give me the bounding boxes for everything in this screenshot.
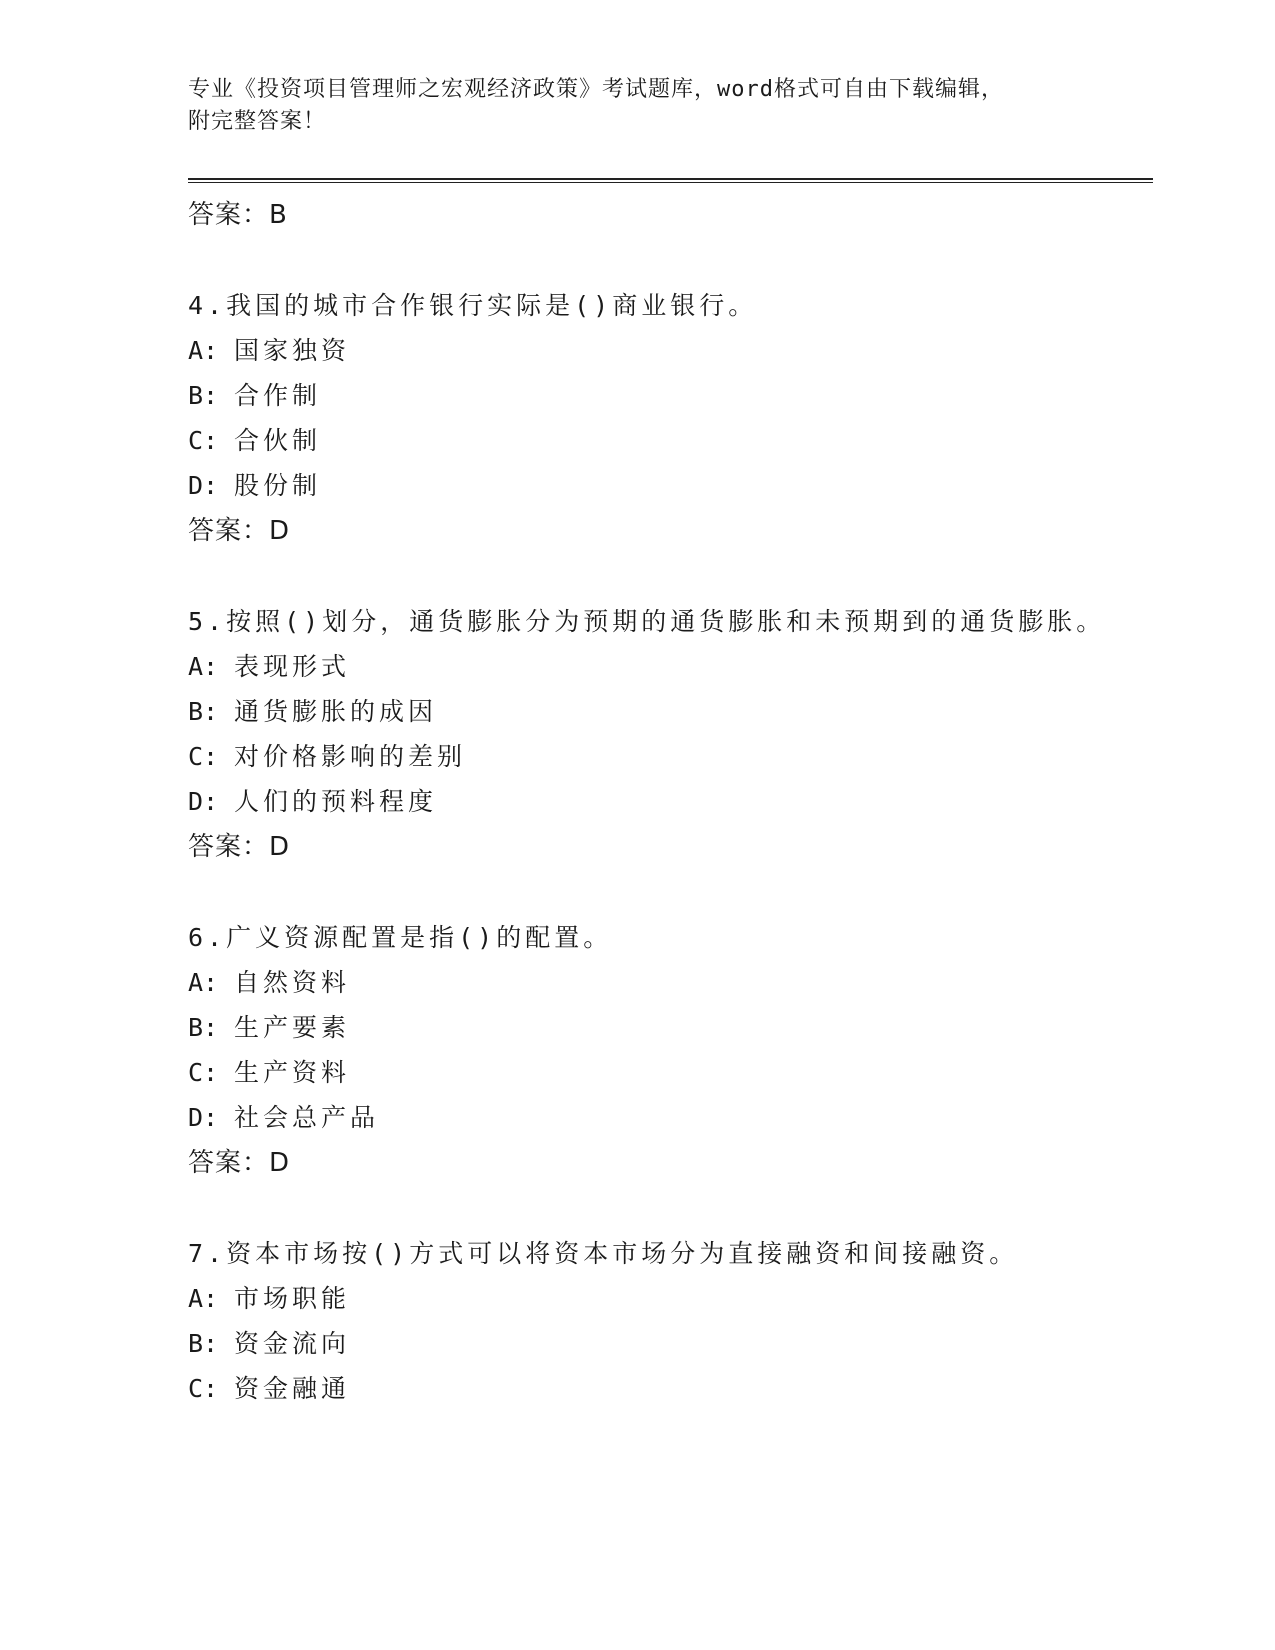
option-letter: C:: [188, 1058, 219, 1087]
page-header: [188, 74, 1088, 138]
option-letter: C:: [188, 1374, 219, 1403]
option-letter: A:: [188, 1284, 219, 1313]
answer-line: 答案：D: [188, 516, 291, 546]
option-a: [188, 644, 1153, 689]
option-text: 通货膨胀的成因: [234, 697, 438, 726]
option-text: 资金融通: [234, 1374, 351, 1403]
option-text: 生产要素: [234, 1013, 351, 1042]
option-text: 人们的预料程度: [234, 787, 438, 816]
spacer: [188, 870, 1153, 915]
option-d: [188, 463, 1153, 508]
option-text: 社会总产品: [234, 1103, 380, 1132]
option-c: [188, 418, 1153, 463]
option-letter: B:: [188, 381, 219, 410]
option-text: 生产资料: [234, 1058, 351, 1087]
option-text: 对价格影响的差别: [234, 742, 467, 771]
question-text: 4.我国的城市合作银行实际是()商业银行。: [188, 291, 758, 320]
option-d: [188, 1095, 1153, 1140]
option-c: [188, 1050, 1153, 1095]
option-letter: D:: [188, 471, 219, 500]
option-b: [188, 1005, 1153, 1050]
option-a: [188, 328, 1153, 373]
option-letter: B:: [188, 1013, 219, 1042]
option-text: 合作制: [234, 381, 322, 410]
option-letter: B:: [188, 697, 219, 726]
question-text: 5.按照()划分，通货膨胀分为预期的通货膨胀和未预期到的通货膨胀。: [188, 607, 1106, 636]
option-b: [188, 373, 1153, 418]
spacer: [188, 238, 1153, 283]
answer-line: 答案：D: [188, 1148, 291, 1178]
spacer: [188, 554, 1153, 599]
option-letter: A:: [188, 968, 219, 997]
option-c: [188, 1366, 1153, 1411]
option-text: 股份制: [234, 471, 322, 500]
option-letter: C:: [188, 742, 219, 771]
option-letter: C:: [188, 426, 219, 455]
option-a: [188, 960, 1153, 1005]
option-c: [188, 734, 1153, 779]
option-text: 表现形式: [234, 652, 351, 681]
option-b: [188, 1321, 1153, 1366]
answer-line: 答案：B: [188, 200, 288, 230]
option-text: 合伙制: [234, 426, 322, 455]
option-text: 资金流向: [234, 1329, 351, 1358]
option-letter: B:: [188, 1329, 219, 1358]
spacer: [188, 1186, 1153, 1231]
option-text: 市场职能: [234, 1284, 351, 1313]
question-text: 6.广义资源配置是指()的配置。: [188, 923, 613, 952]
header-line-1: 专业《投资项目管理师之宏观经济政策》考试题库，word格式可自由下载编辑，: [188, 77, 1004, 102]
option-a: [188, 1276, 1153, 1321]
option-letter: D:: [188, 787, 219, 816]
option-text: 国家独资: [234, 336, 351, 365]
header-line-2: 附完整答案！: [188, 109, 327, 134]
header-divider: [188, 178, 1153, 183]
option-letter: D:: [188, 1103, 219, 1132]
question-text: 7.资本市场按()方式可以将资本市场分为直接融资和间接融资。: [188, 1239, 1019, 1268]
option-b: [188, 689, 1153, 734]
answer-line: 答案：D: [188, 832, 291, 862]
option-d: [188, 779, 1153, 824]
question-list: [188, 192, 1153, 1411]
option-text: 自然资料: [234, 968, 351, 997]
option-letter: A:: [188, 336, 219, 365]
option-letter: A:: [188, 652, 219, 681]
